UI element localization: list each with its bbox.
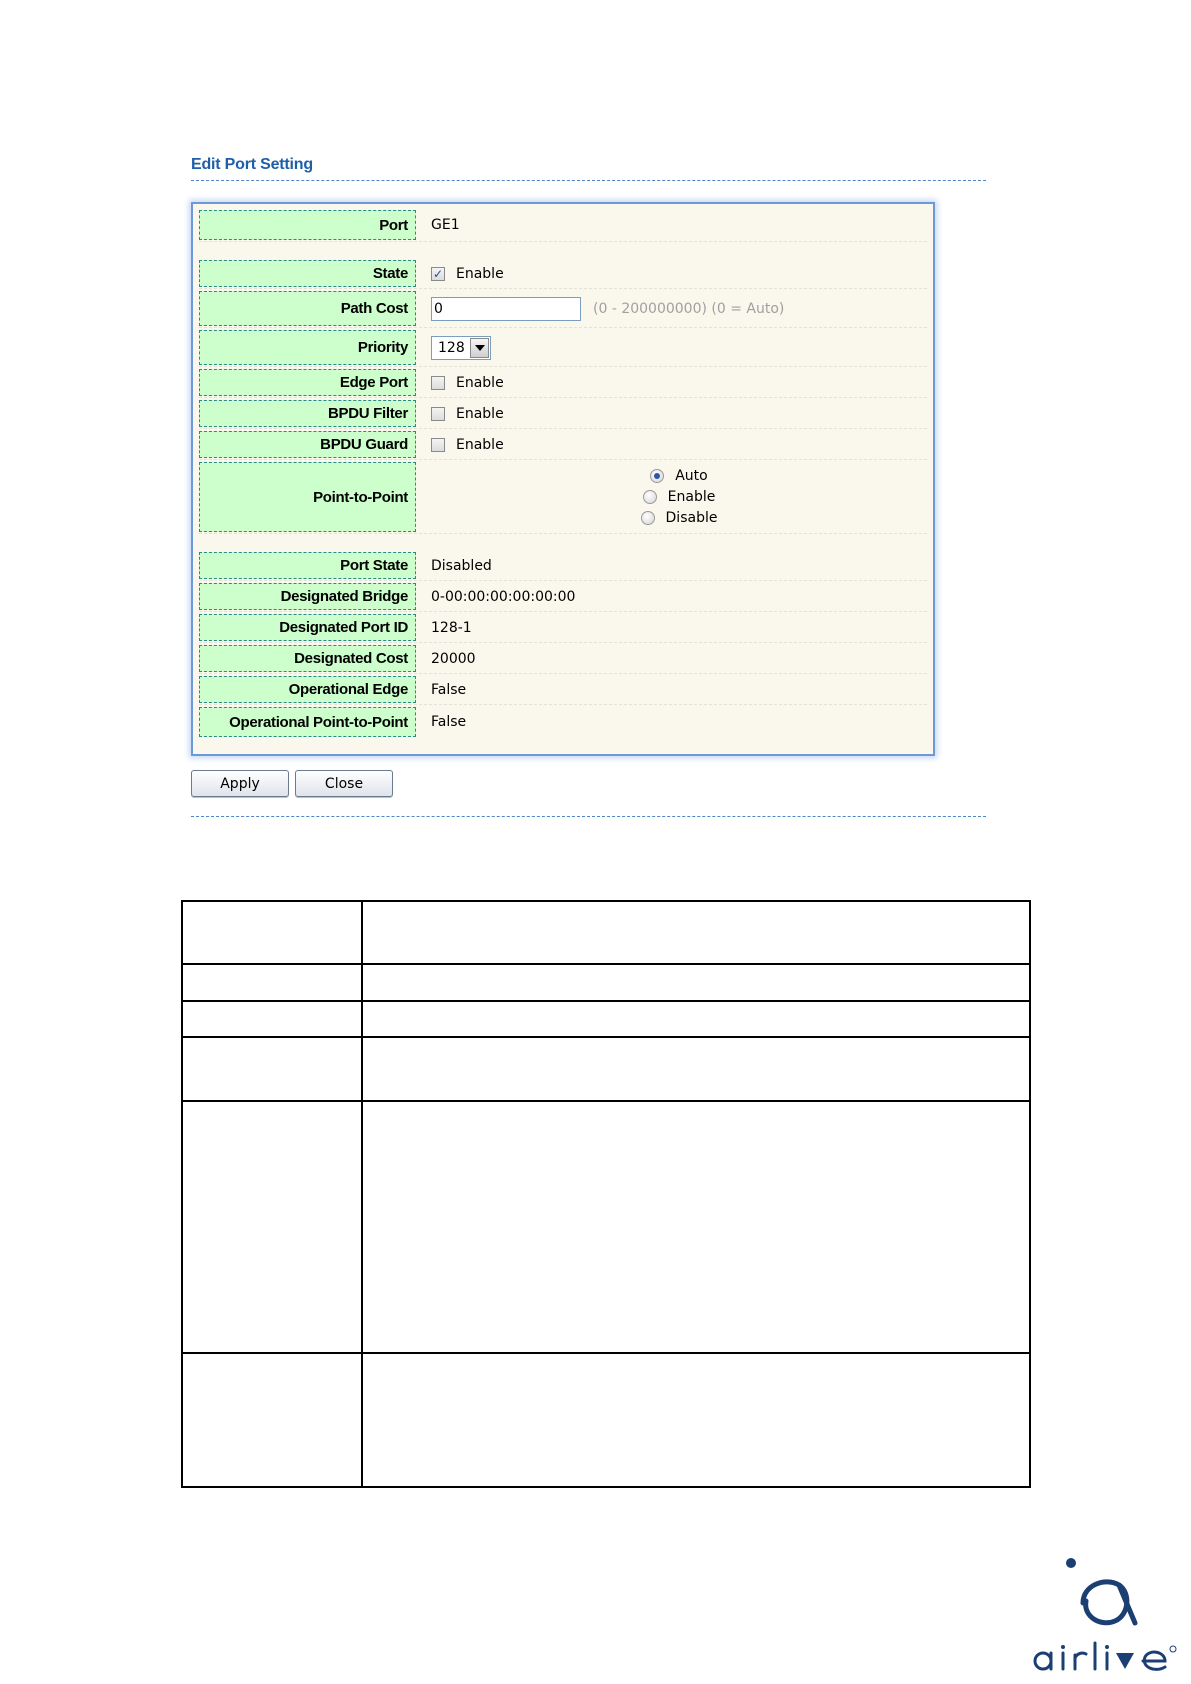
row-bpdu-filter <box>199 400 927 427</box>
designated-cost-label: Designated Cost <box>199 645 416 672</box>
designated-port-id-value: 128-1 <box>431 619 472 636</box>
priority-selected-value: 128 <box>438 339 465 356</box>
bpdu-guard-label: BPDU Guard <box>199 431 416 458</box>
radio-icon[interactable] <box>643 490 657 504</box>
row-point-to-point <box>199 462 927 532</box>
point-to-point-label: Point-to-Point <box>199 462 416 532</box>
state-checkbox[interactable]: ✓ <box>432 266 444 281</box>
p2p-option-disable[interactable] <box>641 508 718 529</box>
row-port-state <box>199 552 927 579</box>
row-designated-bridge <box>199 583 927 610</box>
edge-port-option-label: Enable <box>456 374 504 391</box>
priority-label: Priority <box>199 330 416 365</box>
designated-bridge-label: Designated Bridge <box>199 583 416 610</box>
row-state <box>199 260 927 287</box>
page-title: Edit Port Setting <box>191 156 313 173</box>
edit-port-form <box>191 202 935 756</box>
description-table <box>181 900 1031 1488</box>
edge-port-label: Edge Port <box>199 369 416 396</box>
row-operational-edge <box>199 676 927 703</box>
port-label: Port <box>199 210 416 240</box>
radio-selected-icon[interactable] <box>650 469 664 483</box>
state-option-label: Enable <box>456 265 504 282</box>
bpdu-guard-checkbox[interactable] <box>431 438 445 452</box>
footer-divider <box>191 816 986 817</box>
port-state-label: Port State <box>199 552 416 579</box>
row-bpdu-guard <box>199 431 927 458</box>
bpdu-filter-option-label: Enable <box>456 405 504 422</box>
row-port <box>199 210 927 240</box>
close-button[interactable]: Close <box>295 770 393 797</box>
p2p-enable-label: Enable <box>667 489 716 505</box>
p2p-option-auto[interactable] <box>650 466 708 487</box>
p2p-disable-label: Disable <box>665 510 718 526</box>
airlive-logo <box>1031 1555 1181 1675</box>
operational-p2p-value: False <box>431 714 467 730</box>
port-state-value: Disabled <box>431 557 492 574</box>
state-label: State <box>199 260 416 287</box>
bpdu-filter-label: BPDU Filter <box>199 400 416 427</box>
priority-select[interactable] <box>431 336 491 360</box>
designated-bridge-value: 0-00:00:00:00:00:00 <box>431 588 576 605</box>
operational-edge-value: False <box>431 681 467 698</box>
row-operational-p2p <box>199 707 927 737</box>
edge-port-checkbox[interactable] <box>431 376 445 390</box>
operational-edge-label: Operational Edge <box>199 676 416 703</box>
row-edge-port <box>199 369 927 396</box>
port-value: GE1 <box>431 217 460 233</box>
row-priority <box>199 330 927 365</box>
operational-p2p-label: Operational Point-to-Point <box>199 707 416 737</box>
designated-cost-value: 20000 <box>431 650 476 667</box>
title-divider <box>191 180 986 181</box>
p2p-option-enable[interactable] <box>643 487 716 508</box>
row-designated-port-id <box>199 614 927 641</box>
row-path-cost <box>199 291 927 326</box>
path-cost-hint: (0 - 200000000) (0 = Auto) <box>593 300 785 317</box>
path-cost-label: Path Cost <box>199 291 416 326</box>
row-designated-cost <box>199 645 927 672</box>
path-cost-input[interactable] <box>431 297 581 321</box>
bpdu-guard-option-label: Enable <box>456 436 504 453</box>
p2p-auto-label: Auto <box>675 468 708 484</box>
radio-icon[interactable] <box>641 511 655 525</box>
apply-button[interactable]: Apply <box>191 770 289 797</box>
bpdu-filter-checkbox[interactable] <box>431 407 445 421</box>
designated-port-id-label: Designated Port ID <box>199 614 416 641</box>
chevron-down-icon[interactable] <box>470 338 489 358</box>
